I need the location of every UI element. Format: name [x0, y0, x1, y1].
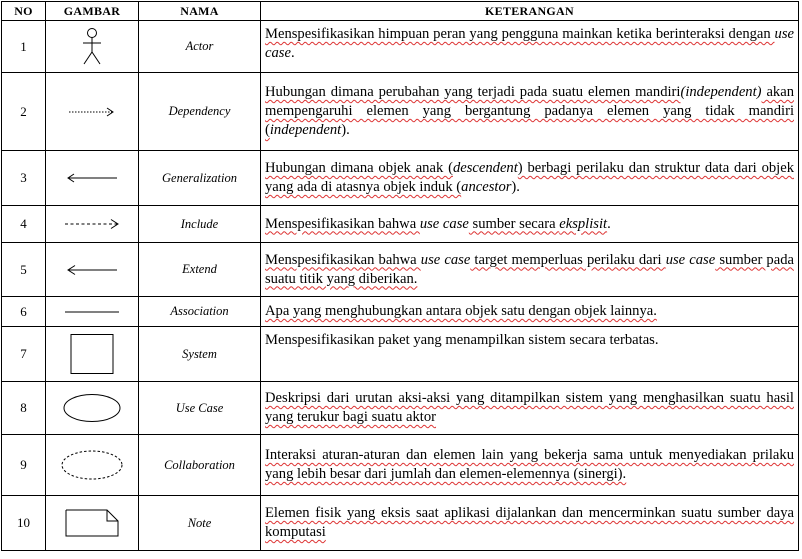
keterangan-cell — [261, 382, 799, 435]
table-row — [2, 151, 799, 206]
table-row — [2, 327, 799, 382]
gambar-cell — [46, 243, 139, 297]
ket-text: Elemen fisik yang eksis saat aplikasi dijalankan dan mencerminkan suatu sumber daya komputasi — [265, 505, 794, 540]
table-row — [2, 382, 799, 435]
gambar-cell — [46, 496, 139, 551]
ket-text: sumber secara — [468, 215, 560, 232]
row-number: 1 — [2, 21, 46, 73]
uml-usecase-symbol-table — [1, 1, 799, 551]
ket-text: Deskripsi dari urutan aksi-aksi yang ditampilkan sistem yang menghasilkan suatu hasil yang terukur bagi suatu aktor — [265, 390, 794, 425]
row-number: 10 — [2, 496, 46, 551]
ket-italic: (independent) — [680, 84, 762, 100]
gambar-cell — [46, 73, 139, 151]
header-no: NO — [2, 2, 46, 21]
ket-italic: use case — [665, 251, 716, 268]
ket-text: Hubungan dimana perubahan yang terjadi pada suatu elemen mandiri — [265, 84, 681, 100]
row-number: 5 — [2, 243, 46, 297]
ket-text: Apa yang menghubungkan antara objek satu dengan objek lainnya. — [265, 303, 657, 319]
gambar-cell — [46, 151, 139, 206]
row-number: 7 — [2, 327, 46, 382]
dashed-ellipse-icon — [60, 449, 124, 481]
row-number: 9 — [2, 435, 46, 496]
ket-text: ). — [341, 122, 350, 138]
square-icon — [69, 333, 115, 375]
row-number: 4 — [2, 206, 46, 243]
keterangan-cell — [261, 327, 799, 382]
nama-cell: Generalization — [139, 151, 261, 206]
ket-italic: ancestor — [461, 179, 512, 195]
ket-italic: use case — [265, 26, 794, 61]
ket-text: ). — [511, 179, 520, 195]
ket-text: Hubungan dimana objek anak ( — [265, 160, 453, 176]
table-row — [2, 496, 799, 551]
keterangan-cell — [261, 496, 799, 551]
ket-text: sumber pada suatu titik yang diberikan. — [265, 251, 794, 287]
keterangan-cell — [261, 297, 799, 327]
ket-text: target memperluas perilaku dari — [470, 251, 666, 268]
table-row — [2, 243, 799, 297]
gambar-cell — [46, 21, 139, 73]
header-gambar: GAMBAR — [46, 2, 139, 21]
keterangan-cell — [261, 435, 799, 496]
nama-cell: Note — [139, 496, 261, 551]
ket-text: . — [607, 215, 611, 232]
ket-italic: use case — [419, 215, 469, 232]
table-row — [2, 435, 799, 496]
ket-text: . — [290, 45, 295, 61]
line-icon — [63, 309, 121, 315]
left-arrow-icon — [65, 263, 119, 277]
ket-text: ) berbagi perilaku dan struktur data dari objek yang ada di atasnya objek induk ( — [265, 160, 794, 195]
nama-cell: Association — [139, 297, 261, 327]
row-number: 6 — [2, 297, 46, 327]
keterangan-cell — [261, 21, 799, 73]
gambar-cell — [46, 382, 139, 435]
nama-cell: Include — [139, 206, 261, 243]
nama-cell: Dependency — [139, 73, 261, 151]
nama-cell: Collaboration — [139, 435, 261, 496]
gambar-cell — [46, 327, 139, 382]
ellipse-icon — [62, 393, 122, 423]
gambar-cell — [46, 206, 139, 243]
nama-cell: System — [139, 327, 261, 382]
ket-text: Menspesifikasikan himpuan peran yang pengguna mainkan ketika berinteraksi dengan — [265, 26, 775, 42]
left-arrow-icon — [65, 172, 119, 184]
nama-cell: Use Case — [139, 382, 261, 435]
gambar-cell — [46, 297, 139, 327]
header-row — [2, 2, 799, 21]
actor-icon — [80, 27, 104, 67]
ket-italic: eksplisit — [559, 215, 608, 232]
header-keterangan: KETERANGAN — [261, 2, 799, 21]
dotted-arrow-icon — [67, 106, 117, 118]
table-row — [2, 297, 799, 327]
table-row — [2, 73, 799, 151]
table-row — [2, 206, 799, 243]
header-nama: NAMA — [139, 2, 261, 21]
keterangan-cell — [261, 151, 799, 206]
table-row — [2, 21, 799, 73]
ket-italic: use case — [420, 251, 471, 268]
row-number: 8 — [2, 382, 46, 435]
ket-text: Menspesifikasikan bahwa — [265, 251, 421, 268]
note-icon — [64, 508, 120, 538]
keterangan-cell — [261, 206, 799, 243]
ket-text: Menspesifikasikan paket yang menampilkan sistem secara terbatas. — [265, 332, 659, 348]
ket-text: Menspesifikasikan bahwa — [265, 215, 420, 232]
row-number: 3 — [2, 151, 46, 206]
ket-text: akan mempengaruhi elemen yang bergantung padanya elemen yang tidak mandiri ( — [265, 84, 794, 138]
dashed-arrow-icon — [63, 218, 121, 230]
row-number: 2 — [2, 73, 46, 151]
gambar-cell — [46, 435, 139, 496]
keterangan-cell — [261, 243, 799, 297]
ket-italic: descendent — [452, 160, 518, 176]
nama-cell: Extend — [139, 243, 261, 297]
ket-italic: independent — [269, 122, 342, 138]
keterangan-cell — [261, 73, 799, 151]
nama-cell: Actor — [139, 21, 261, 73]
ket-text: Interaksi aturan-aturan dan elemen lain yang bekerja sama untuk menyediakan prilaku yang lebih besar dari jumlah dan elemen-elemennya (sinergi). — [265, 447, 794, 482]
